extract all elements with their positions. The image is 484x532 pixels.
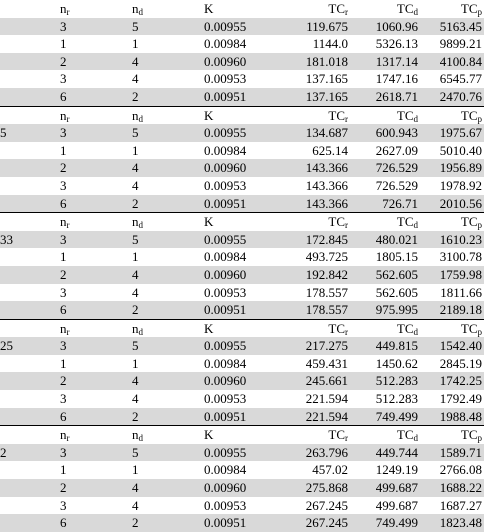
cell-tcd: 512.283 xyxy=(375,391,418,407)
cell-tcd: 749.499 xyxy=(348,408,418,426)
header-nd-base: n xyxy=(132,107,139,123)
cell-tcr: 143.366 xyxy=(276,159,348,177)
cell-k: 0.00951 xyxy=(204,408,276,426)
cell-tcd: 512.283 xyxy=(348,372,418,390)
cell-tcr: 181.018 xyxy=(276,53,348,71)
header-nd xyxy=(132,319,204,337)
cell-k: 0.00984 xyxy=(204,249,247,265)
header-nd-base: n xyxy=(132,1,139,16)
header-k: K xyxy=(204,426,276,444)
cell-tcd: 726.529 xyxy=(348,159,418,177)
header-tcd xyxy=(348,426,418,444)
header-tcr-base: TC xyxy=(328,214,345,230)
cell-nr: 1 xyxy=(60,36,67,52)
header-tcd-subscript: d xyxy=(413,326,418,337)
header-nr xyxy=(52,213,132,231)
cell-tcp: 1610.23 xyxy=(418,231,484,249)
cell-nd: 2 xyxy=(132,408,204,426)
cell-tcd: 726.71 xyxy=(348,195,418,213)
header-tcr-base: TC xyxy=(328,1,345,16)
cell-nr: 3 xyxy=(60,177,67,193)
header-tcd-base: TC xyxy=(396,1,414,16)
header-tcd xyxy=(348,106,418,124)
cell-nd: 4 xyxy=(132,284,139,300)
cell-k: 0.00955 xyxy=(204,124,276,142)
cell-nr: 1 xyxy=(60,462,67,478)
cell-nd: 4 xyxy=(132,372,204,390)
group-label-empty xyxy=(0,479,52,497)
cell-nd: 5 xyxy=(132,124,204,142)
cell-tcr: 192.842 xyxy=(276,266,348,284)
cell-tcp: 1978.92 xyxy=(439,177,482,193)
header-nd xyxy=(132,213,204,231)
cell-tcp: 2845.19 xyxy=(439,355,482,371)
header-nr-base: n xyxy=(60,214,67,230)
cell-tcd: 1249.19 xyxy=(375,462,418,478)
table-row xyxy=(0,390,484,408)
group-label-empty xyxy=(0,159,52,177)
cell-nr: 6 xyxy=(52,195,132,213)
header-nr-subscript: r xyxy=(66,326,70,337)
header-tcp-base: TC xyxy=(460,427,478,443)
header-tcp-base: TC xyxy=(460,320,478,336)
header-tcr-base: TC xyxy=(328,427,345,443)
cell-tcp: 1792.49 xyxy=(439,391,482,407)
cell-nd: 4 xyxy=(132,177,139,193)
cell-tcp: 1688.22 xyxy=(418,479,484,497)
cell-k: 0.00951 xyxy=(204,301,276,319)
cell-tcp: 6545.77 xyxy=(439,71,482,87)
header-tcr-base: TC xyxy=(328,320,345,336)
header-tcd-base: TC xyxy=(396,427,414,443)
cell-k: 0.00960 xyxy=(204,159,276,177)
cell-nr: 3 xyxy=(52,124,132,142)
cell-nr: 2 xyxy=(52,159,132,177)
header-nr xyxy=(52,106,132,124)
group-label-empty xyxy=(0,514,52,532)
cell-tcr: 172.845 xyxy=(276,231,348,249)
cell-tcr: 143.366 xyxy=(276,195,348,213)
header-nd-subscript: d xyxy=(138,220,143,231)
cell-tcd: 1450.62 xyxy=(375,355,418,371)
cell-tcr: 245.661 xyxy=(276,372,348,390)
cell-nr: 6 xyxy=(52,301,132,319)
group-label-empty xyxy=(0,301,52,319)
cell-tcr: 221.594 xyxy=(276,408,348,426)
cell-tcp: 3100.78 xyxy=(439,249,482,265)
group-label-spacer xyxy=(0,106,52,124)
cell-nr: 6 xyxy=(52,514,132,532)
cell-tcd: 449.744 xyxy=(348,444,418,462)
table-row xyxy=(0,18,484,36)
cell-k: 0.00953 xyxy=(204,284,247,300)
cell-nd: 4 xyxy=(132,53,204,71)
header-nr xyxy=(52,426,132,444)
cell-k: 0.00951 xyxy=(204,514,276,532)
cell-tcp: 1823.48 xyxy=(418,514,484,532)
table-row xyxy=(0,231,484,249)
header-tcr-base: TC xyxy=(328,107,345,123)
group-label-empty xyxy=(0,372,52,390)
cell-k: 0.00955 xyxy=(204,444,276,462)
cell-k: 0.00960 xyxy=(204,53,276,71)
group-label-empty xyxy=(0,70,52,88)
header-tcp-base: TC xyxy=(460,214,478,230)
header-nr xyxy=(52,319,132,337)
group-label-empty xyxy=(0,266,52,284)
group-label xyxy=(0,18,52,36)
cell-k: 0.00960 xyxy=(204,479,276,497)
cell-tcp: 2766.08 xyxy=(439,462,482,478)
cell-tcd: 1747.16 xyxy=(375,71,418,87)
cell-nr: 3 xyxy=(52,18,132,36)
cell-tcp: 5163.45 xyxy=(418,18,484,36)
group-label-empty xyxy=(0,195,52,213)
table-row xyxy=(0,284,484,302)
group-label-empty xyxy=(0,284,52,302)
cell-tcd: 5326.13 xyxy=(375,36,418,52)
table-row xyxy=(0,124,484,142)
cell-nd: 1 xyxy=(132,249,139,265)
group-label-spacer xyxy=(0,319,52,337)
cell-nd: 1 xyxy=(132,142,139,158)
cell-nr: 1 xyxy=(60,142,67,158)
cell-k: 0.00984 xyxy=(204,36,247,52)
cell-nr: 2 xyxy=(52,479,132,497)
table-row xyxy=(0,35,484,53)
cell-nd: 1 xyxy=(132,462,139,478)
header-tcp-subscript: p xyxy=(477,113,482,124)
header-nr-base: n xyxy=(60,427,67,443)
header-nd xyxy=(132,426,204,444)
cell-k: 0.00951 xyxy=(204,88,276,106)
cell-tcd: 499.687 xyxy=(375,497,418,513)
group-header-row xyxy=(0,106,484,124)
cell-nr: 3 xyxy=(60,497,67,513)
cell-nd: 2 xyxy=(132,88,204,106)
header-nd-base: n xyxy=(132,320,139,336)
cell-k: 0.00953 xyxy=(204,71,247,87)
header-tcr-subscript: r xyxy=(345,433,348,444)
cell-tcr: 137.165 xyxy=(276,88,348,106)
cell-tcr: 493.725 xyxy=(305,249,348,265)
table-row xyxy=(0,372,484,390)
group-label: 5 xyxy=(0,124,52,142)
cell-nd: 5 xyxy=(132,444,204,462)
cell-nd: 1 xyxy=(132,36,139,52)
group-label-spacer xyxy=(0,213,52,231)
group-header-row xyxy=(0,0,484,18)
cell-tcd: 600.943 xyxy=(348,124,418,142)
cell-tcr: 267.245 xyxy=(276,514,348,532)
header-tcp xyxy=(418,319,484,337)
cell-tcr: 221.594 xyxy=(305,391,348,407)
header-tcd-subscript: d xyxy=(413,433,418,444)
group-label-empty xyxy=(0,142,52,160)
cell-nd: 4 xyxy=(132,159,204,177)
table-row xyxy=(0,444,484,462)
header-tcd xyxy=(348,319,418,337)
cell-k: 0.00955 xyxy=(204,18,276,36)
table-row xyxy=(0,195,484,213)
cell-tcp: 1687.27 xyxy=(439,497,482,513)
header-tcp xyxy=(418,426,484,444)
cell-tcd: 562.605 xyxy=(348,266,418,284)
group-label-spacer xyxy=(0,0,52,18)
cell-tcd: 975.995 xyxy=(348,301,418,319)
header-tcp-base: TC xyxy=(460,1,478,16)
cell-nr: 2 xyxy=(52,372,132,390)
cell-tcr: 459.431 xyxy=(305,355,348,371)
cell-tcp: 1742.25 xyxy=(418,372,484,390)
cell-tcd: 499.687 xyxy=(348,479,418,497)
cell-tcd: 2618.71 xyxy=(348,88,418,106)
table-row xyxy=(0,142,484,160)
cell-k: 0.00953 xyxy=(204,497,247,513)
table-row xyxy=(0,355,484,373)
cell-tcp: 4100.84 xyxy=(418,53,484,71)
cell-tcd: 749.499 xyxy=(348,514,418,532)
group-header-row xyxy=(0,426,484,444)
cell-tcd: 562.605 xyxy=(375,284,418,300)
table-row xyxy=(0,479,484,497)
cell-tcp: 1956.89 xyxy=(418,159,484,177)
cell-k: 0.00984 xyxy=(204,142,247,158)
header-tcd-base: TC xyxy=(396,107,414,123)
cell-tcr: 275.868 xyxy=(276,479,348,497)
header-tcp xyxy=(418,0,484,18)
header-tcd-subscript: d xyxy=(413,220,418,231)
header-nd-subscript: d xyxy=(138,433,143,444)
cell-nd: 4 xyxy=(132,391,139,407)
header-nr-subscript: r xyxy=(66,433,70,444)
header-tcr-subscript: r xyxy=(345,113,348,124)
group-label: 33 xyxy=(0,231,52,249)
table-row xyxy=(0,53,484,71)
header-k: K xyxy=(204,213,276,231)
cell-tcd: 1805.15 xyxy=(375,249,418,265)
header-nr-base: n xyxy=(60,107,67,123)
cell-tcp: 2470.76 xyxy=(418,88,484,106)
cell-nd: 4 xyxy=(132,479,204,497)
cell-tcr: 178.557 xyxy=(305,284,348,300)
group-label-empty xyxy=(0,88,52,106)
header-nd-subscript: d xyxy=(138,326,143,337)
header-nd xyxy=(132,0,204,18)
cell-nr: 3 xyxy=(60,391,67,407)
header-nr-subscript: r xyxy=(66,113,70,124)
group-header-row xyxy=(0,319,484,337)
header-tcd xyxy=(348,0,418,18)
table-row xyxy=(0,497,484,515)
cell-nr: 6 xyxy=(52,88,132,106)
header-tcr xyxy=(276,213,348,231)
cell-nd: 4 xyxy=(132,71,139,87)
cell-tcr: 457.02 xyxy=(312,462,348,478)
header-tcr xyxy=(276,319,348,337)
cell-tcp: 2189.18 xyxy=(418,301,484,319)
cell-tcp: 1975.67 xyxy=(418,124,484,142)
cell-nd: 2 xyxy=(132,195,204,213)
group-label-empty xyxy=(0,53,52,71)
cell-k: 0.00955 xyxy=(204,337,276,355)
header-nr-base: n xyxy=(60,1,67,16)
cell-tcr: 119.675 xyxy=(276,18,348,36)
cell-tcr: 137.165 xyxy=(305,71,348,87)
cell-tcr: 217.275 xyxy=(276,337,348,355)
cell-tcr: 178.557 xyxy=(276,301,348,319)
cell-nr: 3 xyxy=(60,71,67,87)
header-nd-base: n xyxy=(132,427,139,443)
group-label-empty xyxy=(0,408,52,426)
cell-k: 0.00955 xyxy=(204,231,276,249)
cell-tcd: 726.529 xyxy=(375,177,418,193)
header-nr-subscript: r xyxy=(66,7,70,17)
cell-tcp: 1988.48 xyxy=(418,408,484,426)
cell-nd: 2 xyxy=(132,301,204,319)
group-label-empty xyxy=(0,461,52,479)
header-tcd-base: TC xyxy=(396,214,414,230)
header-nd-base: n xyxy=(132,214,139,230)
header-tcp-subscript: p xyxy=(477,7,482,17)
cell-tcp: 9899.21 xyxy=(439,36,482,52)
group-label-empty xyxy=(0,248,52,266)
cell-nd: 4 xyxy=(132,497,139,513)
table-row xyxy=(0,461,484,479)
cell-nr: 6 xyxy=(52,408,132,426)
header-nr-subscript: r xyxy=(66,220,70,231)
cell-tcp: 1811.66 xyxy=(440,284,482,300)
header-tcr-subscript: r xyxy=(345,7,348,17)
cell-tcd: 2627.09 xyxy=(375,142,418,158)
cell-tcp: 1759.98 xyxy=(418,266,484,284)
group-label-empty xyxy=(0,177,52,195)
table-row xyxy=(0,248,484,266)
cell-nr: 1 xyxy=(60,355,67,371)
cell-tcd: 1317.14 xyxy=(348,53,418,71)
cell-nr: 2 xyxy=(52,53,132,71)
cell-tcd: 1060.96 xyxy=(348,18,418,36)
group-label: 25 xyxy=(0,337,52,355)
header-tcd-subscript: d xyxy=(413,113,418,124)
cell-nr: 1 xyxy=(60,249,67,265)
header-nd xyxy=(132,106,204,124)
header-tcp xyxy=(418,213,484,231)
cell-tcp: 1542.40 xyxy=(418,337,484,355)
header-tcp-subscript: p xyxy=(477,220,482,231)
table-row xyxy=(0,514,484,532)
header-tcd xyxy=(348,213,418,231)
cell-tcp: 2010.56 xyxy=(418,195,484,213)
cell-nr: 3 xyxy=(52,337,132,355)
header-k: K xyxy=(204,1,214,16)
table-row xyxy=(0,159,484,177)
header-tcr-subscript: r xyxy=(345,326,348,337)
header-tcp-base: TC xyxy=(460,107,478,123)
group-label-empty xyxy=(0,390,52,408)
cell-tcp: 5010.40 xyxy=(439,142,482,158)
header-tcp-subscript: p xyxy=(477,433,482,444)
table-row xyxy=(0,408,484,426)
header-nr-base: n xyxy=(60,320,67,336)
header-tcp xyxy=(418,106,484,124)
cell-tcd: 449.815 xyxy=(348,337,418,355)
group-label-empty xyxy=(0,355,52,373)
cell-tcp: 1589.71 xyxy=(418,444,484,462)
cell-tcr: 625.14 xyxy=(312,142,348,158)
cell-nd: 5 xyxy=(132,18,204,36)
cell-nd: 4 xyxy=(132,266,204,284)
group-label: 2 xyxy=(0,444,52,462)
header-k: K xyxy=(204,319,276,337)
cell-tcr: 263.796 xyxy=(276,444,348,462)
cell-nr: 3 xyxy=(52,444,132,462)
cell-nr: 3 xyxy=(52,231,132,249)
header-tcp-subscript: p xyxy=(477,326,482,337)
group-label-empty xyxy=(0,35,52,53)
header-nd-subscript: d xyxy=(138,7,143,17)
header-tcr-subscript: r xyxy=(345,220,348,231)
header-tcr xyxy=(276,426,348,444)
group-label-spacer xyxy=(0,426,52,444)
header-tcr xyxy=(276,0,348,18)
table-row xyxy=(0,337,484,355)
cell-nd: 5 xyxy=(132,231,204,249)
cell-tcr: 267.245 xyxy=(305,497,348,513)
cell-k: 0.00953 xyxy=(204,391,247,407)
cell-nr: 3 xyxy=(60,284,67,300)
cell-nd: 1 xyxy=(132,355,139,371)
header-nr xyxy=(52,0,132,18)
cell-tcr: 143.366 xyxy=(305,177,348,193)
cell-tcr: 1144.0 xyxy=(312,36,348,52)
header-tcd-subscript: d xyxy=(413,7,418,17)
table-row xyxy=(0,88,484,106)
cell-nd: 5 xyxy=(132,337,204,355)
cell-k: 0.00984 xyxy=(204,355,247,371)
header-nd-subscript: d xyxy=(138,113,143,124)
cell-tcr: 134.687 xyxy=(276,124,348,142)
cell-nr: 2 xyxy=(52,266,132,284)
table-row xyxy=(0,301,484,319)
cell-k: 0.00984 xyxy=(204,462,247,478)
header-tcd-base: TC xyxy=(396,320,414,336)
cell-k: 0.00960 xyxy=(204,372,276,390)
group-header-row xyxy=(0,213,484,231)
cell-tcd: 480.021 xyxy=(348,231,418,249)
table-row xyxy=(0,177,484,195)
cell-nd: 2 xyxy=(132,514,204,532)
header-k: K xyxy=(204,106,276,124)
group-label-empty xyxy=(0,497,52,515)
table-row xyxy=(0,70,484,88)
cell-k: 0.00960 xyxy=(204,266,276,284)
cell-k: 0.00953 xyxy=(204,177,247,193)
cell-k: 0.00951 xyxy=(204,195,276,213)
header-tcr xyxy=(276,106,348,124)
table-row xyxy=(0,266,484,284)
